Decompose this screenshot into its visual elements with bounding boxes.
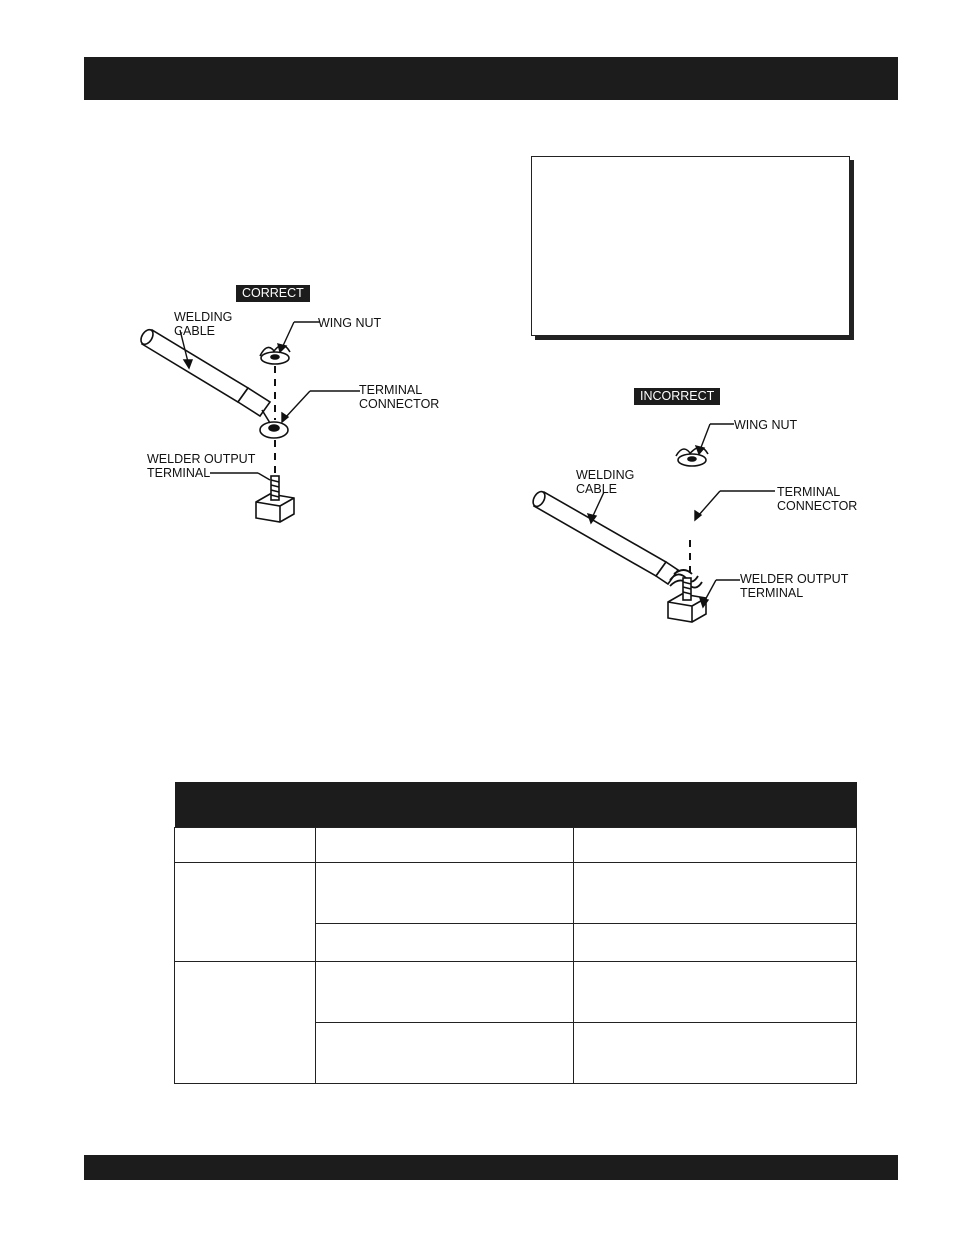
- wing-nut-label: WING NUT: [318, 316, 382, 330]
- incorrect-connection-diagram: [520, 380, 880, 650]
- terminal-connector-label: TERMINAL CONNECTOR: [359, 383, 440, 411]
- correct-tag: CORRECT: [236, 285, 310, 302]
- welding-cable-label: WELDING CABLE: [174, 310, 233, 338]
- wing-nut-drawing: [260, 345, 290, 364]
- table-row: [175, 962, 857, 1023]
- welder-output-terminal-label: WELDER OUTPUT TERMINAL: [740, 572, 849, 600]
- table-cell: [316, 924, 574, 962]
- correct-connection-diagram: [120, 280, 460, 540]
- table-cell: [574, 962, 857, 1023]
- terminal-connector-label: TERMINAL CONNECTOR: [777, 485, 858, 513]
- welder-output-terminal-label: WELDER OUTPUT TERMINAL: [147, 452, 256, 480]
- table-cell: [316, 863, 574, 924]
- table-cell: [574, 1023, 857, 1084]
- footer-bar: [84, 1155, 898, 1180]
- table-cell: [574, 924, 857, 962]
- table-cell: [175, 962, 316, 1084]
- header-bar: [84, 57, 898, 100]
- table-cell: [316, 962, 574, 1023]
- welding-cable-drawing: [531, 490, 678, 584]
- cable-table: [174, 782, 857, 1084]
- table-cell: [175, 828, 316, 863]
- welding-cable-drawing: [139, 328, 270, 416]
- table-header-row: [175, 782, 857, 828]
- table-cell: [175, 863, 316, 962]
- note-box: [531, 156, 850, 336]
- output-terminal-drawing: [256, 476, 294, 522]
- welding-cable-label: WELDING CABLE: [576, 468, 635, 496]
- table-cell: [316, 828, 574, 863]
- incorrect-connection-drawing: [520, 380, 880, 650]
- table-cell: [316, 1023, 574, 1084]
- wing-nut-label: WING NUT: [734, 418, 798, 432]
- incorrect-tag: INCORRECT: [634, 388, 720, 405]
- table-row: [175, 828, 857, 863]
- table-row: [175, 863, 857, 924]
- table-header: [175, 782, 857, 828]
- table-cell: [574, 863, 857, 924]
- wing-nut-drawing: [676, 447, 708, 466]
- table-cell: [574, 828, 857, 863]
